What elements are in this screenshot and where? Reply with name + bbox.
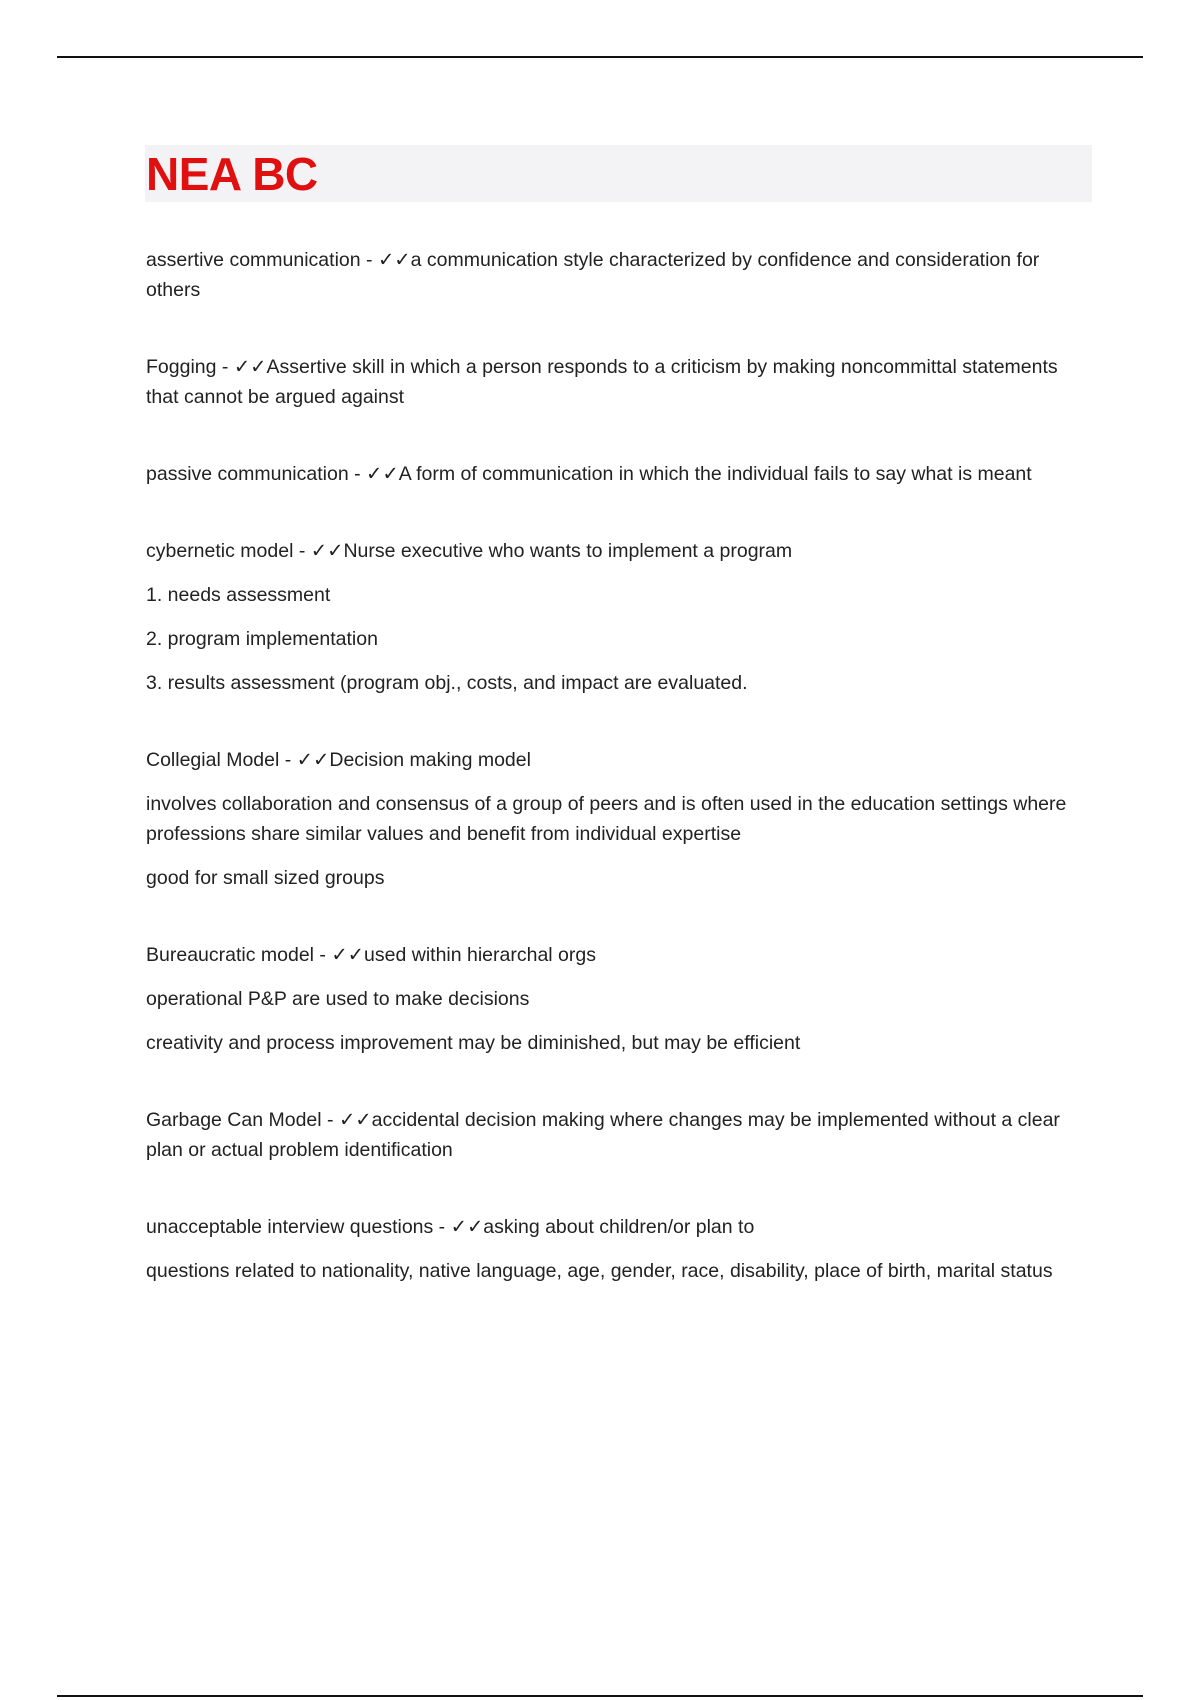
entry-definition: asking about children/or plan to [483,1216,755,1238]
entry-term: cybernetic model [146,540,294,562]
entry-definition: Decision making model [329,749,531,771]
entry-term: unacceptable interview questions [146,1216,434,1238]
entry-separator: - [279,749,297,771]
entry-term: Collegial Model [146,749,280,771]
entry-term: Garbage Can Model [146,1109,322,1131]
entry-line [146,1105,1092,1165]
double-check-icon: ✓✓ [338,1109,372,1131]
entry-extra-line: operational P&P are used to make decisions [146,988,530,1010]
entry-separator: - [321,1109,339,1131]
entry-separator: - [314,944,332,966]
flashcard-entry [146,940,1092,1058]
entry-separator: - [348,463,367,485]
flashcard-list [146,245,1092,1333]
double-check-icon: ✓✓ [296,749,330,771]
entry-extra-line: questions related to nationality, native language, age, gender, race, disability, place of birth, marital status [146,1260,1053,1282]
entry-separator: - [360,249,378,271]
double-check-icon: ✓✓ [450,1216,484,1238]
entry-term: Bureaucratic model [146,944,314,966]
flashcard-entry [146,536,1092,698]
entry-definition: Assertive skill in which a person responds to a criticism by making noncommittal statements that cannot be argued against [146,356,1058,408]
entry-definition: Nurse executive who wants to implement a program [343,540,793,562]
flashcard-entry [146,459,1092,489]
entry-line [146,245,1092,305]
flashcard-entry [146,745,1092,893]
entry-separator: - [216,356,234,378]
double-check-icon: ✓✓ [331,944,365,966]
page-title: NEA BC [146,148,318,200]
top-rule [57,56,1143,58]
bottom-rule [57,1695,1143,1697]
entry-definition: A form of communication in which the individual fails to say what is meant [398,463,1032,485]
entry-extra-line: creativity and process improvement may be diminished, but may be efficient [146,1032,801,1054]
double-check-icon: ✓✓ [377,249,411,271]
entry-line [146,459,1092,489]
entry-line [146,536,1092,566]
entry-line [146,352,1092,412]
entry-definition: used within hierarchal orgs [364,944,596,966]
double-check-icon: ✓✓ [310,540,344,562]
entry-extra-line: good for small sized groups [146,867,385,889]
entry-term: Fogging [146,356,217,378]
flashcard-entry [146,245,1092,305]
flashcard-entry [146,352,1092,412]
entry-line [146,940,1092,970]
entry-separator: - [433,1216,451,1238]
entry-definition: a communication style characterized by confidence and consideration for others [146,249,1040,301]
double-check-icon: ✓✓ [233,356,267,378]
entry-extra-line: 3. results assessment (program obj., costs, and impact are evaluated. [146,672,748,694]
entry-extra-line: involves collaboration and consensus of a group of peers and is often used in the education settings where professions share similar values and benefit from individual expertise [146,793,1067,845]
entry-line [146,745,1092,775]
double-check-icon: ✓✓ [366,463,399,485]
entry-line [146,1212,1092,1242]
entry-term: passive communication [146,463,349,485]
flashcard-entry [146,1212,1092,1286]
entry-definition: accidental decision making where changes may be implemented without a clear plan or actual problem identification [146,1109,1060,1161]
entry-separator: - [293,540,311,562]
entry-extra-line: 2. program implementation [146,628,378,650]
entry-extra-line: 1. needs assessment [146,584,331,606]
flashcard-entry [146,1105,1092,1165]
entry-term: assertive communication [146,249,361,271]
